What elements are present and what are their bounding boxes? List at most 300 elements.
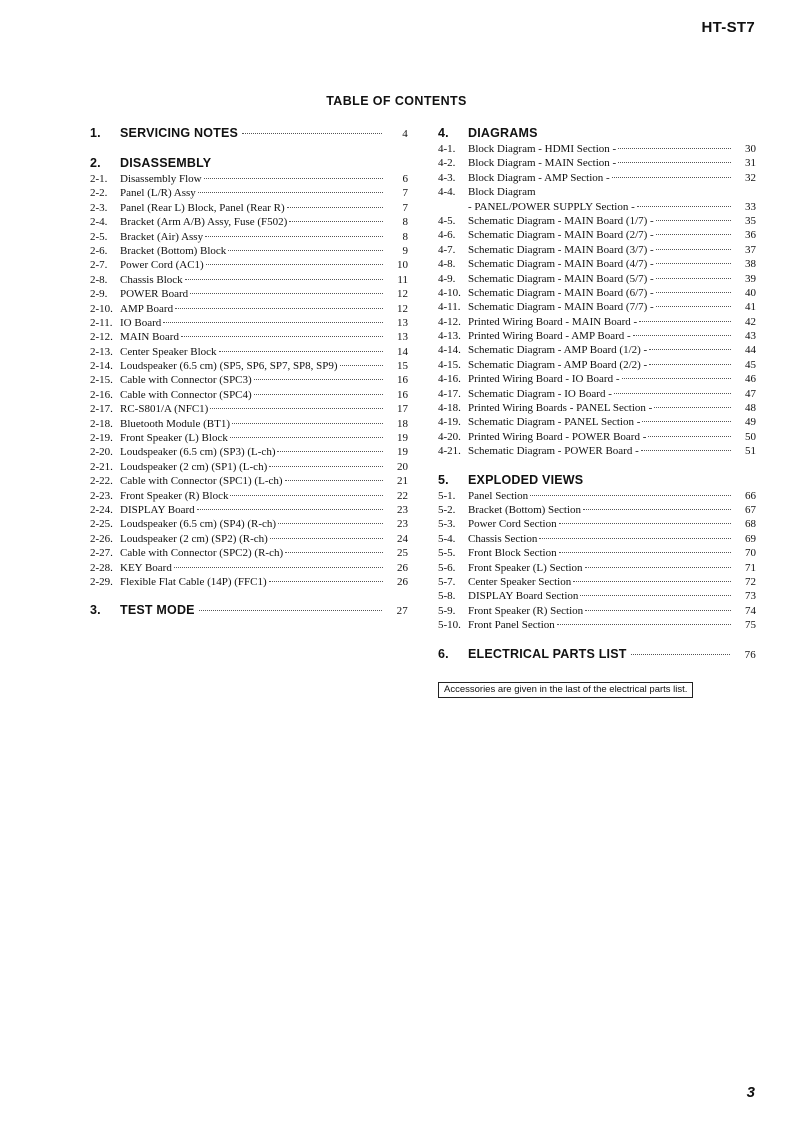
entry-title: RC-S801/A (NFC1) bbox=[120, 403, 209, 416]
entry-page: 39 bbox=[745, 272, 756, 285]
entry-page: 8 bbox=[402, 230, 408, 243]
entry-number: 2-8. bbox=[90, 273, 108, 286]
toc-section[interactable] bbox=[90, 154, 408, 172]
toc-entry[interactable] bbox=[90, 402, 408, 416]
dot-leader bbox=[242, 133, 382, 134]
dot-leader bbox=[205, 236, 383, 237]
entry-title: Schematic Diagram - AMP Board (1/2) - bbox=[468, 344, 648, 357]
toc-entry[interactable] bbox=[438, 489, 756, 503]
section-title: ELECTRICAL PARTS LIST bbox=[468, 646, 627, 661]
entry-number: 2-13. bbox=[90, 345, 113, 358]
entry-number: 2-7. bbox=[90, 259, 108, 272]
dot-leader bbox=[206, 264, 383, 265]
entry-number: 2-15. bbox=[90, 374, 113, 387]
entry-page: 10 bbox=[397, 259, 408, 272]
dot-leader bbox=[185, 279, 383, 280]
dot-leader bbox=[614, 393, 731, 394]
entry-number: 5-7. bbox=[438, 575, 456, 588]
entry-page: 51 bbox=[745, 445, 756, 458]
entry-title: Front Speaker (L) Section bbox=[468, 561, 583, 574]
entry-title: Cable with Connector (SPC1) (L-ch) bbox=[120, 475, 283, 488]
toc-entry[interactable] bbox=[438, 142, 756, 156]
entry-page: 16 bbox=[397, 374, 408, 387]
entry-number: 2-20. bbox=[90, 446, 113, 459]
toc-right-column bbox=[438, 124, 756, 663]
entry-title: Power Cord (AC1) bbox=[120, 259, 204, 272]
section-title: DISASSEMBLY bbox=[120, 156, 212, 170]
entry-number: 4-1. bbox=[438, 143, 456, 155]
entry-title: Printed Wiring Board - POWER Board - bbox=[468, 430, 647, 443]
dot-leader bbox=[656, 292, 731, 293]
dot-leader bbox=[559, 523, 731, 524]
entry-number: 2-18. bbox=[90, 417, 113, 430]
entry-title: Chassis Block bbox=[120, 273, 183, 286]
toc-entry[interactable] bbox=[90, 316, 408, 330]
dot-leader bbox=[639, 321, 731, 322]
toc-entry[interactable] bbox=[438, 444, 756, 458]
entry-page: 26 bbox=[397, 575, 408, 588]
toc-entry[interactable] bbox=[90, 273, 408, 287]
dot-leader bbox=[199, 610, 382, 611]
toc-entry[interactable] bbox=[438, 156, 756, 170]
entry-title: Printed Wiring Board - AMP Board - bbox=[468, 330, 631, 343]
entry-title: Bracket (Arm A/B) Assy, Fuse (F502) bbox=[120, 216, 288, 229]
dot-leader bbox=[557, 624, 731, 625]
entry-title: Schematic Diagram - IO Board - bbox=[468, 387, 612, 400]
entry-title: Block Diagram - HDMI Section - bbox=[468, 143, 617, 155]
dot-leader bbox=[287, 207, 383, 208]
entry-page: 7 bbox=[402, 187, 408, 200]
entry-page: 25 bbox=[397, 547, 408, 560]
toc-entry[interactable] bbox=[90, 215, 408, 229]
dot-leader bbox=[174, 567, 383, 568]
entry-number: 2-22. bbox=[90, 475, 113, 488]
entry-page: 13 bbox=[397, 316, 408, 329]
toc-entry[interactable] bbox=[90, 186, 408, 200]
entry-page: 31 bbox=[745, 157, 756, 170]
toc-entry[interactable] bbox=[90, 417, 408, 431]
dot-leader bbox=[631, 654, 730, 655]
toc-entry[interactable] bbox=[438, 257, 756, 271]
toc-entry[interactable] bbox=[438, 430, 756, 444]
toc-entry[interactable] bbox=[438, 401, 756, 415]
entry-number: 5-3. bbox=[438, 518, 456, 531]
entry-page: 21 bbox=[397, 475, 408, 488]
entry-page: 66 bbox=[745, 489, 756, 502]
entry-title: Bracket (Bottom) Section bbox=[468, 503, 582, 516]
toc-section[interactable] bbox=[90, 601, 408, 619]
toc-entry[interactable] bbox=[438, 300, 756, 314]
dot-leader bbox=[585, 610, 731, 611]
entry-number: 2-17. bbox=[90, 403, 113, 416]
toc-entry[interactable] bbox=[438, 272, 756, 286]
entry-page: 18 bbox=[397, 417, 408, 430]
entry-title: Front Block Section bbox=[468, 547, 557, 560]
entry-title: Schematic Diagram - MAIN Board (3/7) - bbox=[468, 243, 654, 256]
entry-title: Bracket (Bottom) Block bbox=[120, 244, 227, 257]
entry-number: 2-21. bbox=[90, 460, 113, 473]
dot-leader bbox=[254, 394, 383, 395]
entry-title: Schematic Diagram - MAIN Board (6/7) - bbox=[468, 286, 654, 299]
entry-number: 4-8. bbox=[438, 258, 456, 271]
entry-number: 2-27. bbox=[90, 547, 113, 560]
entry-page: 48 bbox=[745, 402, 756, 415]
entry-title: Schematic Diagram - MAIN Board (2/7) - bbox=[468, 229, 654, 242]
entry-title: Schematic Diagram - AMP Board (2/2) - bbox=[468, 358, 648, 371]
dot-leader bbox=[559, 552, 731, 553]
entry-title: Loudspeaker (6.5 cm) (SP5, SP6, SP7, SP8, SP9) bbox=[120, 360, 338, 373]
section-number: 5. bbox=[438, 472, 449, 487]
entry-page: 42 bbox=[745, 315, 756, 328]
dot-leader bbox=[612, 177, 731, 178]
dot-leader bbox=[269, 581, 383, 582]
entry-title: Power Cord Section bbox=[468, 518, 557, 531]
dot-leader bbox=[228, 250, 383, 251]
dot-leader bbox=[656, 263, 731, 264]
entry-title: POWER Board bbox=[120, 288, 189, 301]
toc-entry[interactable] bbox=[90, 302, 408, 316]
entry-page: 50 bbox=[745, 430, 756, 443]
entry-page: 11 bbox=[397, 273, 408, 286]
toc-entry[interactable] bbox=[438, 618, 756, 632]
toc-entry[interactable] bbox=[438, 329, 756, 343]
toc-entry[interactable] bbox=[438, 532, 756, 546]
toc-section[interactable] bbox=[438, 124, 756, 142]
dot-leader bbox=[573, 581, 731, 582]
entry-page: 75 bbox=[745, 619, 756, 632]
entry-number: 2-11. bbox=[90, 316, 113, 329]
entry-title: Panel (Rear L) Block, Panel (Rear R) bbox=[120, 201, 285, 214]
dot-leader bbox=[198, 192, 383, 193]
entry-number: 2-26. bbox=[90, 532, 113, 545]
entry-number: 4-20. bbox=[438, 430, 461, 443]
entry-page: 23 bbox=[397, 503, 408, 516]
entry-page: 45 bbox=[745, 358, 756, 371]
entry-number: 4-17. bbox=[438, 387, 461, 400]
entry-number: 4-7. bbox=[438, 243, 456, 256]
toc-entry[interactable] bbox=[90, 172, 408, 186]
toc-entry[interactable] bbox=[90, 517, 408, 531]
dot-leader bbox=[642, 421, 731, 422]
section-number: 1. bbox=[90, 126, 101, 140]
entry-title: Panel Section bbox=[468, 489, 529, 502]
entry-page: 30 bbox=[745, 143, 756, 155]
toc-left-column bbox=[90, 124, 408, 619]
entry-title: Schematic Diagram - MAIN Board (7/7) - bbox=[468, 301, 654, 314]
toc-entry[interactable] bbox=[438, 243, 756, 257]
toc-entry[interactable] bbox=[90, 460, 408, 474]
entry-number: 5-10. bbox=[438, 619, 461, 632]
entry-page: 33 bbox=[745, 200, 756, 213]
entry-number: 4-14. bbox=[438, 344, 461, 357]
entry-number: 2-12. bbox=[90, 331, 113, 344]
dot-leader bbox=[656, 306, 731, 307]
entry-number: 4-5. bbox=[438, 214, 456, 227]
entry-number: 5-1. bbox=[438, 489, 456, 502]
entry-page: 46 bbox=[745, 373, 756, 386]
entry-page: 40 bbox=[745, 286, 756, 299]
entry-number: 4-6. bbox=[438, 229, 456, 242]
entry-page: 15 bbox=[397, 360, 408, 373]
entry-number: 2-10. bbox=[90, 302, 113, 315]
entry-title: Printed Wiring Board - IO Board - bbox=[468, 373, 620, 386]
entry-title: Center Speaker Block bbox=[120, 345, 217, 358]
dot-leader bbox=[656, 220, 731, 221]
entry-title: Schematic Diagram - MAIN Board (4/7) - bbox=[468, 258, 654, 271]
dot-leader bbox=[622, 378, 732, 379]
toc-entry[interactable] bbox=[90, 532, 408, 546]
toc-entry[interactable] bbox=[90, 575, 408, 589]
entry-title: Schematic Diagram - MAIN Board (5/7) - bbox=[468, 272, 654, 285]
entry-page: 12 bbox=[397, 302, 408, 315]
dot-leader bbox=[539, 538, 731, 539]
entry-number: 4-2. bbox=[438, 157, 456, 170]
section-page: 4 bbox=[402, 128, 408, 140]
toc-entry[interactable] bbox=[438, 372, 756, 386]
entry-number: 2-4. bbox=[90, 216, 108, 229]
entry-number: 2-25. bbox=[90, 518, 113, 531]
entry-number: 2-19. bbox=[90, 432, 113, 445]
entry-page: 43 bbox=[745, 330, 756, 343]
entry-page: 67 bbox=[745, 503, 756, 516]
entry-title: Chassis Section bbox=[468, 532, 538, 545]
entry-page: 68 bbox=[745, 518, 756, 531]
entry-page: 38 bbox=[745, 258, 756, 271]
toc-entry[interactable] bbox=[438, 286, 756, 300]
dot-leader bbox=[649, 349, 731, 350]
entry-number: 5-4. bbox=[438, 532, 456, 545]
page-number: 3 bbox=[746, 1084, 755, 1101]
toc-entry[interactable] bbox=[90, 546, 408, 560]
toc-entry[interactable] bbox=[438, 228, 756, 242]
toc-entry[interactable] bbox=[90, 431, 408, 445]
entry-number: 4-13. bbox=[438, 330, 461, 343]
dot-leader bbox=[277, 451, 383, 452]
entry-number: 4-11. bbox=[438, 301, 461, 314]
entry-number: 5-5. bbox=[438, 547, 456, 560]
entry-number: 4-10. bbox=[438, 286, 461, 299]
toc-entry[interactable] bbox=[90, 359, 408, 373]
entry-title: Printed Wiring Board - MAIN Board - bbox=[468, 315, 638, 328]
entry-title: Bluetooth Module (BT1) bbox=[120, 417, 230, 430]
toc-entry[interactable] bbox=[90, 503, 408, 517]
dot-leader bbox=[269, 466, 383, 467]
entry-title: Block Diagram bbox=[468, 186, 536, 199]
model-name: HT-ST7 bbox=[701, 19, 755, 36]
toc-entry[interactable] bbox=[90, 489, 408, 503]
entry-page: 19 bbox=[397, 446, 408, 459]
dot-leader bbox=[163, 322, 383, 323]
entry-number: 4-19. bbox=[438, 416, 461, 429]
entry-title: DISPLAY Board Section bbox=[468, 590, 579, 603]
entry-number: 2-5. bbox=[90, 230, 108, 243]
entry-page: 7 bbox=[402, 201, 408, 214]
section-page: 76 bbox=[744, 648, 756, 661]
section-page: 27 bbox=[396, 605, 408, 618]
dot-leader bbox=[637, 206, 731, 207]
entry-title: IO Board bbox=[120, 316, 162, 329]
section-title: SERVICING NOTES bbox=[120, 126, 239, 140]
entry-page: 12 bbox=[397, 288, 408, 301]
entry-page: 24 bbox=[397, 532, 408, 545]
toc-entry[interactable] bbox=[90, 445, 408, 459]
entry-page: 47 bbox=[745, 387, 756, 400]
toc-entry[interactable] bbox=[90, 474, 408, 488]
entry-number: 2-24. bbox=[90, 503, 113, 516]
toc-entry[interactable] bbox=[438, 575, 756, 589]
dot-leader bbox=[230, 437, 383, 438]
dot-leader bbox=[254, 379, 383, 380]
dot-leader bbox=[654, 407, 731, 408]
entry-number: 2-16. bbox=[90, 388, 113, 401]
entry-page: 73 bbox=[745, 590, 756, 603]
dot-leader bbox=[656, 249, 731, 250]
entry-page: 32 bbox=[745, 171, 756, 184]
toc-entry[interactable] bbox=[90, 230, 408, 244]
entry-number: 2-28. bbox=[90, 561, 113, 574]
entry-title: Panel (L/R) Assy bbox=[120, 187, 196, 200]
entry-page: 44 bbox=[745, 344, 756, 357]
dot-leader bbox=[530, 495, 731, 496]
toc-entry[interactable] bbox=[438, 604, 756, 618]
entry-title: Bracket (Air) Assy bbox=[120, 230, 204, 243]
toc-entry[interactable] bbox=[438, 561, 756, 575]
toc-entry[interactable] bbox=[438, 503, 756, 517]
toc-entry[interactable] bbox=[90, 258, 408, 272]
accessories-note: Accessories are given in the last of the electrical parts list. bbox=[438, 682, 693, 698]
entry-number: 2-9. bbox=[90, 288, 108, 301]
entry-page: 6 bbox=[402, 173, 408, 185]
dot-leader bbox=[230, 495, 383, 496]
entry-title: DISPLAY Board bbox=[120, 503, 195, 516]
toc-entry[interactable] bbox=[438, 387, 756, 401]
dot-leader bbox=[285, 480, 383, 481]
toc-entry[interactable] bbox=[438, 517, 756, 531]
dot-leader bbox=[641, 450, 731, 451]
toc-entry[interactable] bbox=[438, 589, 756, 603]
toc-entry[interactable] bbox=[90, 373, 408, 387]
entry-title: Front Speaker (R) Block bbox=[120, 489, 229, 502]
entry-number: 2-3. bbox=[90, 201, 108, 214]
dot-leader bbox=[618, 162, 731, 163]
dot-leader bbox=[580, 595, 731, 596]
entry-title: Printed Wiring Boards - PANEL Section - bbox=[468, 402, 653, 415]
entry-page: 8 bbox=[402, 216, 408, 229]
entry-number: 4-15. bbox=[438, 358, 461, 371]
entry-number: 2-14. bbox=[90, 360, 113, 373]
dot-leader bbox=[585, 567, 731, 568]
dot-leader bbox=[175, 308, 383, 309]
entry-page: 74 bbox=[745, 604, 756, 617]
toc-entry[interactable] bbox=[438, 185, 756, 199]
toc-section[interactable] bbox=[438, 645, 756, 663]
entry-page: 72 bbox=[745, 575, 756, 588]
dot-leader bbox=[270, 538, 383, 539]
entry-page: 20 bbox=[397, 460, 408, 473]
entry-title: Loudspeaker (2 cm) (SP2) (R-ch) bbox=[120, 532, 268, 545]
section-number: 3. bbox=[90, 603, 101, 618]
entry-number: 4-9. bbox=[438, 272, 456, 285]
entry-page: 36 bbox=[745, 229, 756, 242]
toc-section[interactable] bbox=[438, 471, 756, 489]
entry-title: Disassembly Flow bbox=[120, 173, 202, 185]
entry-page: 35 bbox=[745, 214, 756, 227]
toc-entry[interactable] bbox=[90, 244, 408, 258]
entry-page: 37 bbox=[745, 243, 756, 256]
toc-entry[interactable] bbox=[90, 287, 408, 301]
dot-leader bbox=[285, 552, 383, 553]
entry-title: Front Panel Section bbox=[468, 619, 555, 632]
entry-number: 2-1. bbox=[90, 173, 108, 185]
dot-leader bbox=[618, 148, 731, 149]
entry-title: KEY Board bbox=[120, 561, 172, 574]
entry-number: 4-3. bbox=[438, 171, 456, 184]
toc-entry[interactable] bbox=[438, 200, 756, 214]
dot-leader bbox=[278, 523, 383, 524]
entry-number: 5-9. bbox=[438, 604, 456, 617]
entry-title: Front Speaker (R) Section bbox=[468, 604, 584, 617]
section-number: 4. bbox=[438, 126, 449, 140]
entry-title: Loudspeaker (6.5 cm) (SP3) (L-ch) bbox=[120, 446, 276, 459]
entry-title: - PANEL/POWER SUPPLY Section - bbox=[468, 200, 635, 213]
entry-title: Front Speaker (L) Block bbox=[120, 432, 228, 445]
entry-title: Cable with Connector (SPC3) bbox=[120, 374, 252, 387]
entry-number: 4-21. bbox=[438, 445, 461, 458]
entry-number: 4-16. bbox=[438, 373, 461, 386]
entry-number: 2-23. bbox=[90, 489, 113, 502]
toc-entry[interactable] bbox=[438, 171, 756, 185]
entry-number: 2-2. bbox=[90, 187, 108, 200]
toc-entry[interactable] bbox=[90, 330, 408, 344]
entry-page: 26 bbox=[397, 561, 408, 574]
entry-page: 16 bbox=[397, 388, 408, 401]
entry-page: 71 bbox=[745, 561, 756, 574]
dot-leader bbox=[210, 408, 383, 409]
dot-leader bbox=[583, 509, 731, 510]
toc-entry[interactable] bbox=[90, 201, 408, 215]
dot-leader bbox=[289, 221, 383, 222]
toc-title: TABLE OF CONTENTS bbox=[326, 94, 467, 108]
dot-leader bbox=[190, 293, 383, 294]
entry-title: Block Diagram - AMP Section - bbox=[468, 171, 610, 184]
entry-title: Schematic Diagram - MAIN Board (1/7) - bbox=[468, 214, 654, 227]
toc-entry[interactable] bbox=[90, 561, 408, 575]
entry-title: Flexible Flat Cable (14P) (FFC1) bbox=[120, 575, 267, 588]
toc-entry[interactable] bbox=[438, 315, 756, 329]
toc-entry[interactable] bbox=[90, 345, 408, 359]
entry-page: 23 bbox=[397, 518, 408, 531]
dot-leader bbox=[656, 278, 731, 279]
toc-entry[interactable] bbox=[438, 358, 756, 372]
entry-title: Schematic Diagram - POWER Board - bbox=[468, 445, 639, 458]
entry-title: AMP Board bbox=[120, 302, 174, 315]
toc-entry[interactable] bbox=[90, 388, 408, 402]
section-title: EXPLODED VIEWS bbox=[468, 472, 584, 487]
toc-entry[interactable] bbox=[438, 343, 756, 357]
toc-entry[interactable] bbox=[438, 415, 756, 429]
section-title: TEST MODE bbox=[120, 603, 195, 618]
entry-number: 5-2. bbox=[438, 503, 456, 516]
entry-title: MAIN Board bbox=[120, 331, 179, 344]
entry-page: 70 bbox=[745, 547, 756, 560]
toc-entry[interactable] bbox=[438, 214, 756, 228]
toc-section[interactable] bbox=[90, 124, 408, 142]
dot-leader bbox=[648, 436, 731, 437]
entry-page: 17 bbox=[397, 403, 408, 416]
section-number: 6. bbox=[438, 646, 449, 661]
entry-number: 4-18. bbox=[438, 402, 461, 415]
toc-entry[interactable] bbox=[438, 546, 756, 560]
